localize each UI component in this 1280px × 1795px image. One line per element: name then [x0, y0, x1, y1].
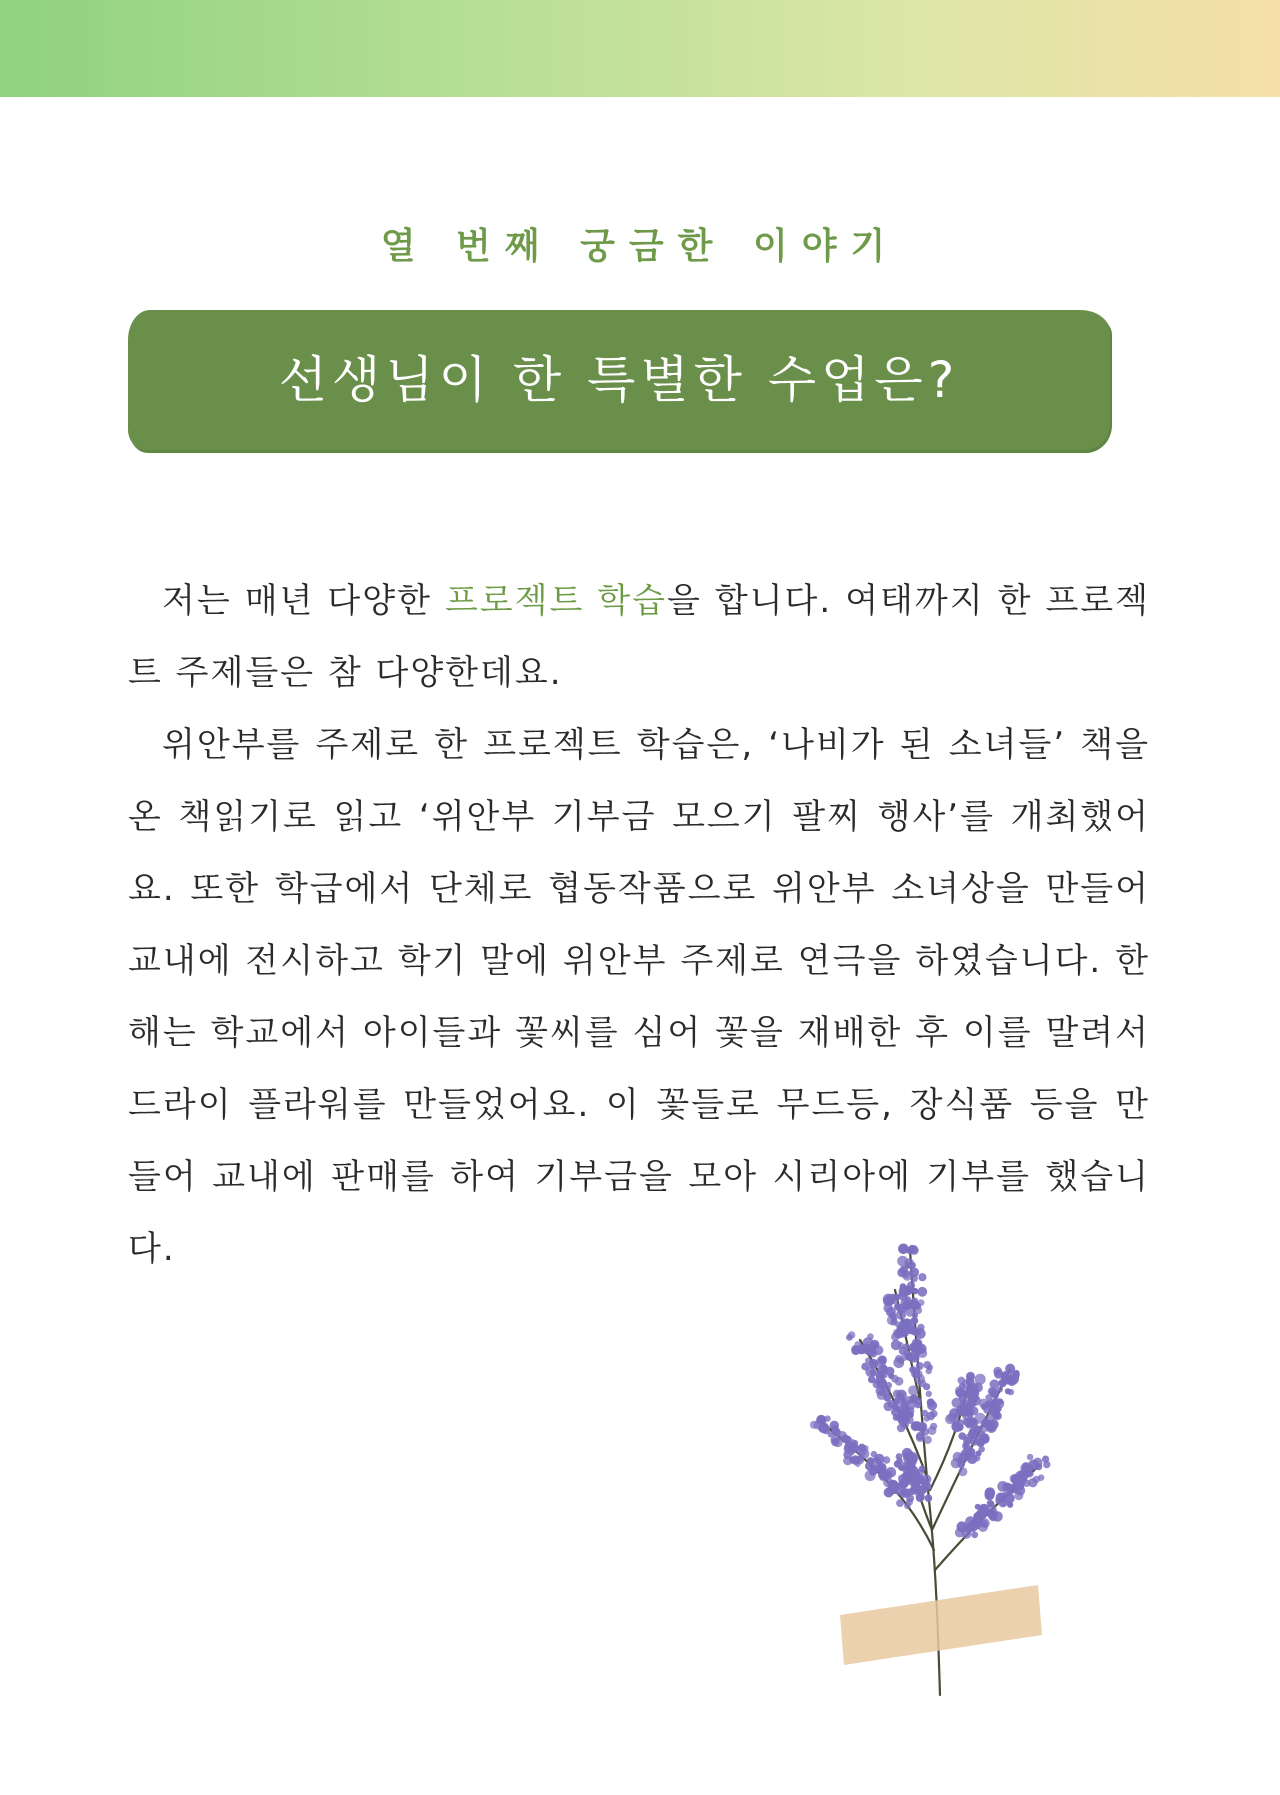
flower-bud	[912, 1288, 918, 1294]
flower-bud	[1000, 1499, 1008, 1507]
chapter-label: 열 번째 궁금한 이야기	[380, 226, 900, 267]
flower-bud	[927, 1401, 937, 1411]
flower-bud	[923, 1361, 931, 1369]
flower-bud	[981, 1403, 988, 1410]
flower-bud	[985, 1490, 995, 1500]
flower-bud	[997, 1386, 1003, 1392]
flower-bud	[904, 1502, 911, 1509]
flower-bud	[911, 1298, 918, 1305]
flower-bud	[915, 1370, 923, 1378]
flower-bud	[857, 1344, 867, 1354]
flower-bud	[890, 1295, 899, 1304]
flower-bud	[910, 1275, 918, 1283]
flower-bud	[911, 1354, 919, 1362]
flower-bud	[918, 1299, 925, 1306]
flower-bud	[908, 1385, 918, 1395]
flower-bud	[976, 1439, 984, 1447]
flower-bud	[905, 1396, 913, 1404]
flower-bud	[1027, 1454, 1034, 1461]
flower-bud	[891, 1333, 899, 1341]
flower-bud	[910, 1246, 919, 1255]
flower-bud	[902, 1478, 910, 1486]
flower-bud	[830, 1421, 839, 1430]
paragraph-2: 위안부를 주제로 한 프로젝트 학습은, ‘나비가 된 소녀들’ 책을 온 책읽기로 읽고 ‘위안부 기부금 모으기 팔찌 행사’를 개최했어요. 또한 학급에서 단체로 협동작품으로 위안부 소녀상을 만들어 교내에 전시하고 학기 말에 위안부 주제로 연극을 하였습니다. 한 해는 학교에서 아이들과 꽃씨를 심어 꽃을 재배한 후 이를 말려서 드라이 플라워를 만들었어요. 이 꽃들로 무드등, 장식품 등을 만들어 교내에 판매를 하여 기부금을 모아 시리아에 기부를 했습니다.	[128, 725, 1150, 1269]
flower-bud	[833, 1437, 843, 1447]
paragraph-1-after: 을 합니다. 여태까지 한 프로젝트 주제들은 참 다양한데요.	[128, 581, 1150, 693]
top-banner	[0, 0, 1280, 97]
flower-bud	[896, 1499, 904, 1507]
flower-bud	[870, 1370, 876, 1376]
flower-bud	[970, 1400, 977, 1407]
title-box	[128, 310, 1110, 450]
flower-bud	[958, 1377, 966, 1385]
flower-bud	[917, 1469, 924, 1476]
flower-bud	[917, 1287, 927, 1297]
flower-bud	[988, 1511, 997, 1520]
flower-bud	[841, 1437, 847, 1443]
flower-bud	[867, 1457, 875, 1465]
flower-bud	[926, 1368, 932, 1374]
flower-bud	[848, 1331, 856, 1339]
flower-buds	[810, 1244, 1051, 1539]
page-title: 선생님이 한 특별한 수업은?	[278, 351, 960, 409]
flower-bud	[958, 1432, 966, 1440]
flower-bud	[911, 1483, 920, 1492]
flower-bud	[971, 1531, 978, 1538]
flower-bud	[851, 1455, 861, 1465]
flower-bud	[923, 1383, 930, 1390]
flower-bud	[924, 1436, 932, 1444]
flower-bud	[874, 1345, 884, 1355]
flower-bud	[985, 1419, 991, 1425]
flower-bud	[958, 1424, 964, 1430]
flower-bud	[911, 1421, 920, 1430]
flower-bud	[963, 1418, 970, 1425]
flower-bud	[958, 1467, 967, 1476]
flower-bud	[888, 1373, 894, 1379]
flower-bud	[918, 1273, 926, 1281]
flower-bud	[1043, 1461, 1050, 1468]
flower-bud	[1035, 1463, 1042, 1470]
flower-bud	[901, 1355, 907, 1361]
flower-bud	[973, 1522, 981, 1530]
flower-bud	[1008, 1389, 1014, 1395]
flower-bud	[916, 1493, 925, 1502]
flower-bud	[919, 1485, 928, 1494]
flower-bud	[898, 1244, 909, 1255]
flower-bud	[865, 1357, 872, 1364]
flower-bud	[955, 1528, 965, 1538]
flower-bud	[906, 1494, 914, 1502]
flower-bud	[849, 1443, 859, 1453]
flower-bud	[883, 1477, 893, 1487]
flower-bud	[896, 1458, 903, 1465]
flower-bud	[915, 1328, 926, 1339]
paragraph-1-before: 저는 매년 다양한	[162, 581, 445, 621]
flower-bud	[881, 1372, 888, 1379]
flower-bud	[883, 1456, 891, 1464]
flower-bud	[906, 1308, 915, 1317]
flower-bud	[951, 1458, 961, 1468]
highlight-keyword: 프로젝트 학습	[444, 581, 668, 621]
flower-bud	[1028, 1471, 1034, 1477]
flower-bud	[897, 1424, 906, 1433]
flower-bud	[915, 1402, 922, 1409]
flower-bud	[823, 1425, 830, 1432]
flower-bud	[1014, 1491, 1023, 1500]
flower-bud	[966, 1409, 974, 1417]
flower-bud	[911, 1343, 919, 1351]
flower-bud	[877, 1355, 887, 1365]
flower-bud	[1003, 1376, 1011, 1384]
flower-bud	[924, 1415, 930, 1421]
flower-bud	[903, 1343, 910, 1350]
flower-bud	[863, 1445, 869, 1451]
flower-bud	[916, 1432, 925, 1441]
flower-bud	[969, 1427, 978, 1436]
flower-bud	[895, 1414, 902, 1421]
flower-bud	[871, 1451, 878, 1458]
flower-bud	[997, 1481, 1008, 1492]
flower-bud	[967, 1454, 978, 1465]
flower-bud	[872, 1466, 878, 1472]
body-text	[128, 565, 1150, 1285]
paragraph-1	[128, 565, 1150, 709]
lavender-illustration	[810, 1230, 1060, 1700]
flower-bud	[926, 1391, 932, 1397]
flower-bud	[886, 1467, 897, 1478]
flower-bud	[895, 1377, 904, 1386]
flower-bud	[992, 1392, 999, 1399]
flower-bud	[973, 1388, 979, 1394]
tape-icon	[840, 1585, 1042, 1665]
flower-bud	[899, 1287, 905, 1293]
flower-bud	[881, 1365, 888, 1372]
flower-bud	[925, 1494, 933, 1502]
flower-bud	[980, 1518, 990, 1528]
